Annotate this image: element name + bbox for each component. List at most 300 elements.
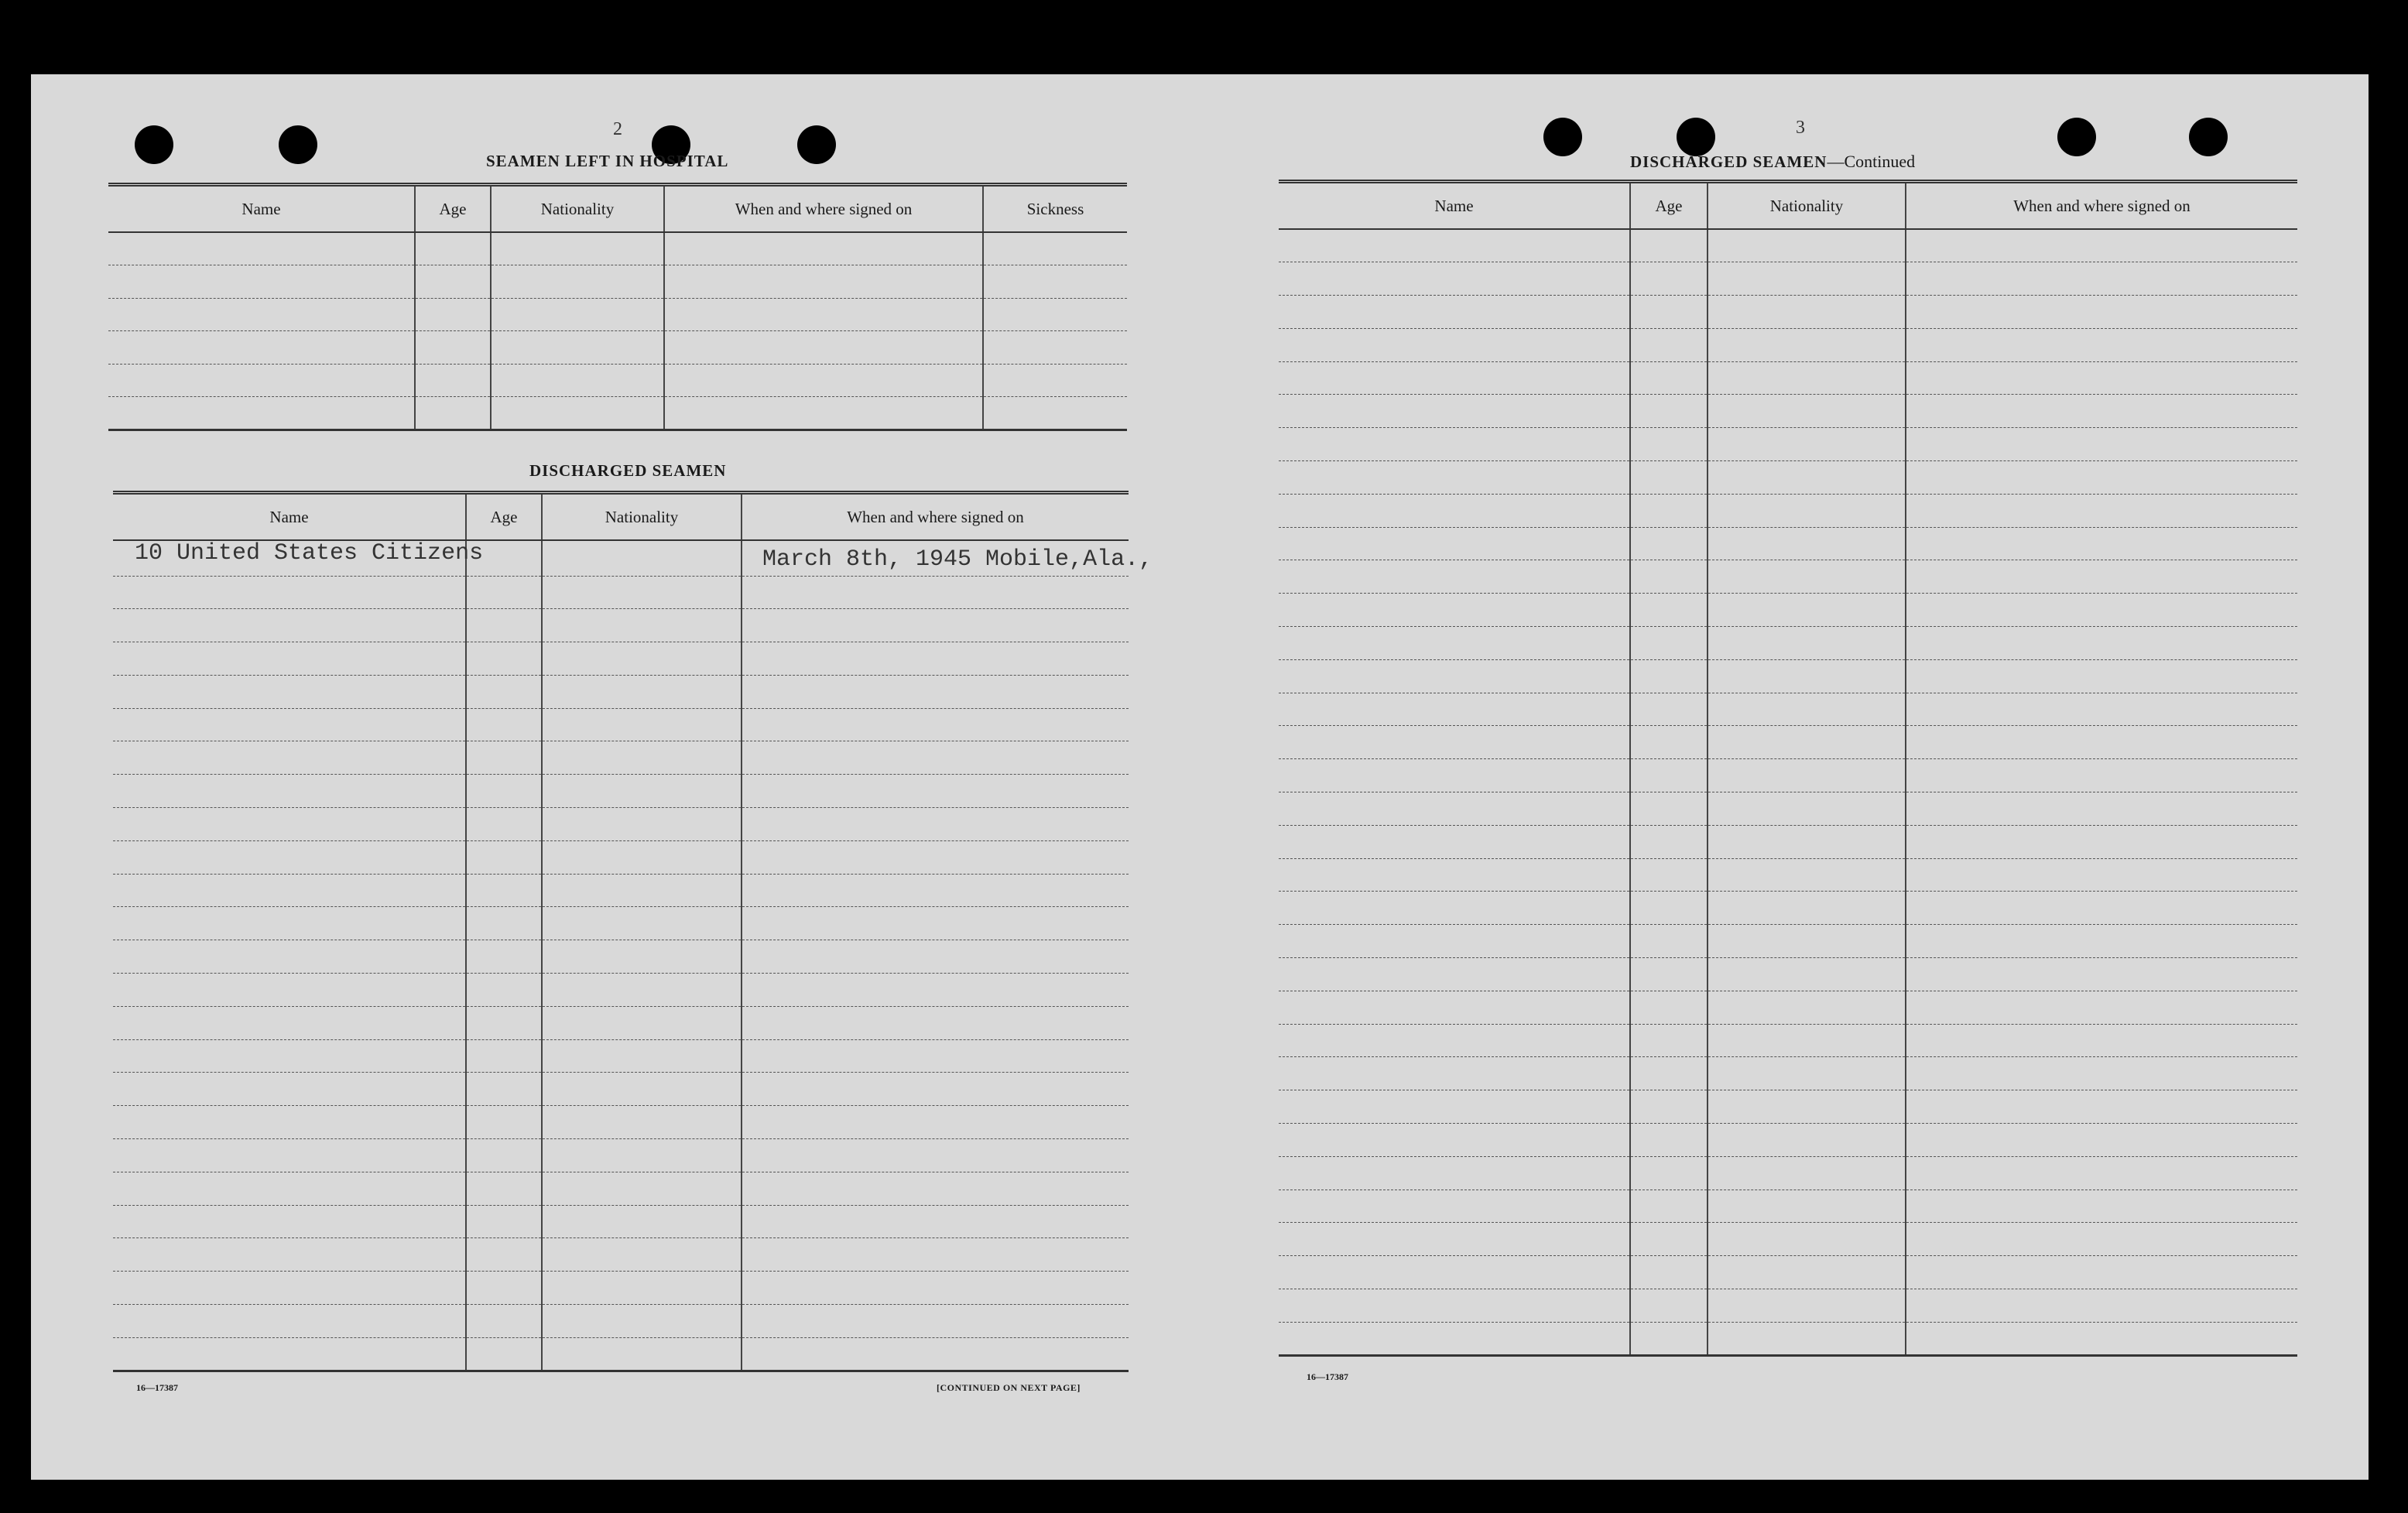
- table-cell: [1279, 1090, 1630, 1124]
- table-cell: [1708, 925, 1906, 958]
- table-cell: [1279, 361, 1630, 395]
- column-header-age: Age: [1630, 182, 1708, 230]
- table-cell: [108, 397, 415, 430]
- hospital-rows: [108, 232, 1127, 430]
- table-cell: [113, 708, 466, 741]
- column-header-nationality: Nationality: [1708, 182, 1906, 230]
- table-cell: [1279, 560, 1630, 594]
- table-cell: [1708, 527, 1906, 560]
- table-cell: [1279, 1057, 1630, 1090]
- table-cell: [1279, 328, 1630, 361]
- table-row: [1279, 1057, 2297, 1090]
- table-cell: [466, 576, 542, 609]
- table-cell: [664, 265, 983, 299]
- table-cell: [113, 1205, 466, 1238]
- table-cell: [113, 1139, 466, 1172]
- table-cell: [1279, 1190, 1630, 1223]
- table-cell: [742, 708, 1129, 741]
- table-row: [1279, 461, 2297, 495]
- table-cell: [742, 907, 1129, 940]
- table-row: [1279, 1322, 2297, 1355]
- table-cell: [1708, 594, 1906, 627]
- table-cell: [1708, 1090, 1906, 1124]
- table-cell: [1906, 825, 2297, 858]
- punch-hole-icon: [135, 125, 173, 164]
- table-cell: [1906, 262, 2297, 296]
- table-row: [1279, 792, 2297, 826]
- table-cell: [1279, 395, 1630, 428]
- table-cell: [415, 331, 491, 365]
- table-row: [1279, 428, 2297, 461]
- table-cell: [664, 397, 983, 430]
- table-cell: [1279, 527, 1630, 560]
- table-cell: [542, 907, 742, 940]
- table-cell: [542, 642, 742, 676]
- table-cell: [742, 874, 1129, 907]
- table-cell: [1906, 1156, 2297, 1190]
- table-cell: [1279, 1223, 1630, 1256]
- table-cell: [1279, 1289, 1630, 1323]
- table-cell: [542, 840, 742, 874]
- table-cell: [1630, 892, 1708, 925]
- continued-note: [CONTINUED ON NEXT PAGE]: [937, 1382, 1081, 1393]
- table-cell: [466, 775, 542, 808]
- table-cell: [108, 265, 415, 299]
- table-cell: [466, 974, 542, 1007]
- table-cell: [466, 741, 542, 775]
- table-cell: [1708, 361, 1906, 395]
- table-cell: [1906, 428, 2297, 461]
- table-cell: [1279, 825, 1630, 858]
- table-cell: [1708, 262, 1906, 296]
- table-cell: [113, 1106, 466, 1139]
- table-row: [113, 775, 1129, 808]
- table-cell: [742, 642, 1129, 676]
- punch-hole-icon: [1543, 118, 1582, 156]
- table-cell: [415, 232, 491, 265]
- table-cell: [1279, 1156, 1630, 1190]
- table-cell: [108, 364, 415, 397]
- table-cell: [742, 940, 1129, 974]
- table-cell: [466, 1205, 542, 1238]
- table-cell: [1906, 1024, 2297, 1057]
- table-cell: [1630, 627, 1708, 660]
- table-row: [113, 1305, 1129, 1338]
- table-cell: [542, 609, 742, 642]
- table-cell: [113, 874, 466, 907]
- column-header-signed-on: When and where signed on: [664, 185, 983, 233]
- table-cell: [466, 1139, 542, 1172]
- table-cell: [1906, 328, 2297, 361]
- table-cell: [742, 1272, 1129, 1305]
- table-cell: [1708, 759, 1906, 792]
- table-cell: [742, 808, 1129, 841]
- table-row: [113, 741, 1129, 775]
- table-cell: [415, 364, 491, 397]
- table-row: [113, 1172, 1129, 1205]
- table-cell: [1630, 229, 1708, 262]
- table-row: [1279, 560, 2297, 594]
- table-row: [108, 364, 1127, 397]
- column-header-age: Age: [466, 493, 542, 541]
- form-number-right: 16—17387: [1307, 1371, 1348, 1382]
- table-row: [1279, 726, 2297, 759]
- column-header-nationality: Nationality: [491, 185, 664, 233]
- table-cell: [1630, 1256, 1708, 1289]
- continued-suffix: —Continued: [1827, 152, 1916, 171]
- table-row: [1279, 1289, 2297, 1323]
- table-cell: [113, 1172, 466, 1205]
- table-cell: [491, 265, 664, 299]
- table-row: [113, 675, 1129, 708]
- table-cell: [1906, 925, 2297, 958]
- table-cell: [1279, 296, 1630, 329]
- table-cell: [1708, 892, 1906, 925]
- table-cell: [542, 1205, 742, 1238]
- table-row: [108, 265, 1127, 299]
- table-row: [1279, 395, 2297, 428]
- table-cell: [1630, 1090, 1708, 1124]
- table-cell: [1708, 1024, 1906, 1057]
- table-cell: [113, 840, 466, 874]
- table-cell: [742, 1006, 1129, 1039]
- column-header-name: Name: [108, 185, 415, 233]
- table-row: [1279, 627, 2297, 660]
- table-cell: [542, 775, 742, 808]
- table-row: [113, 642, 1129, 676]
- table-cell: [542, 1006, 742, 1039]
- table-cell: [1708, 494, 1906, 527]
- table-cell: [1708, 693, 1906, 726]
- discharged-continued-title: [1630, 152, 1915, 172]
- punch-hole-icon: [1677, 118, 1715, 156]
- table-cell: [1630, 328, 1708, 361]
- table-cell: [1708, 1256, 1906, 1289]
- table-cell: [1708, 560, 1906, 594]
- column-header-age: Age: [415, 185, 491, 233]
- table-row: [1279, 262, 2297, 296]
- table-cell: [742, 974, 1129, 1007]
- table-row: [1279, 825, 2297, 858]
- table-row: [113, 540, 1129, 576]
- table-cell: [1906, 1124, 2297, 1157]
- table-row: [1279, 1223, 2297, 1256]
- table-row: [113, 1205, 1129, 1238]
- table-cell: [742, 1139, 1129, 1172]
- column-header-signed-on: When and where signed on: [1906, 182, 2297, 230]
- table-cell: [466, 940, 542, 974]
- table-cell: [1906, 361, 2297, 395]
- table-cell: [1708, 1190, 1906, 1223]
- table-cell: [542, 1073, 742, 1106]
- table-cell: [1906, 1190, 2297, 1223]
- table-cell: [542, 1337, 742, 1371]
- table-row: [1279, 1124, 2297, 1157]
- discharged-section-title: DISCHARGED SEAMEN: [529, 461, 727, 480]
- table-cell: [664, 232, 983, 265]
- table-cell: [113, 675, 466, 708]
- table-cell: [542, 874, 742, 907]
- table-cell: [1630, 1322, 1708, 1355]
- table-cell: [113, 741, 466, 775]
- table-cell: [742, 775, 1129, 808]
- table-cell: [542, 576, 742, 609]
- table-cell: [1630, 792, 1708, 826]
- table-cell: [1630, 693, 1708, 726]
- table-row: [1279, 693, 2297, 726]
- table-cell: [1906, 229, 2297, 262]
- table-cell: [1279, 1256, 1630, 1289]
- table-cell: [742, 576, 1129, 609]
- table-cell: [491, 397, 664, 430]
- table-cell: [1708, 1057, 1906, 1090]
- table-row: [108, 298, 1127, 331]
- table-cell: [1906, 858, 2297, 892]
- table-cell: [1906, 792, 2297, 826]
- column-header-nationality: Nationality: [542, 493, 742, 541]
- discharged-continued-rows: [1279, 229, 2297, 1355]
- table-cell: [1279, 693, 1630, 726]
- table-cell: [742, 1337, 1129, 1371]
- table-cell: [983, 298, 1127, 331]
- table-cell: [1708, 792, 1906, 826]
- table-cell: [113, 940, 466, 974]
- table-cell: [113, 1272, 466, 1305]
- table-cell: [542, 808, 742, 841]
- table-cell: [1630, 494, 1708, 527]
- table-cell: [1906, 560, 2297, 594]
- column-header-name: Name: [1279, 182, 1630, 230]
- discharged-rows: [113, 539, 1153, 1371]
- table-row: [108, 397, 1127, 430]
- table-row: [113, 808, 1129, 841]
- table-cell: [742, 1238, 1129, 1272]
- table-cell: [113, 1039, 466, 1073]
- table-cell: [1708, 858, 1906, 892]
- table-cell: [113, 1006, 466, 1039]
- table-cell: [1279, 925, 1630, 958]
- table-row: [113, 609, 1129, 642]
- table-cell: [113, 1073, 466, 1106]
- table-cell: [415, 298, 491, 331]
- table-cell: [542, 1139, 742, 1172]
- table-cell: [466, 609, 542, 642]
- table-cell: [983, 331, 1127, 365]
- column-header-sickness: Sickness: [983, 185, 1127, 233]
- table-cell: [1279, 1124, 1630, 1157]
- table-row: [113, 1039, 1129, 1073]
- table-cell: [1906, 1223, 2297, 1256]
- table-row: [113, 1238, 1129, 1272]
- discharged-continued-table: [1279, 180, 2297, 1357]
- table-cell: [1630, 594, 1708, 627]
- table-row: [113, 874, 1129, 907]
- table-cell: [466, 1172, 542, 1205]
- table-cell: [491, 232, 664, 265]
- table-cell: [1708, 659, 1906, 693]
- table-cell: [1708, 958, 1906, 991]
- table-cell: [1906, 693, 2297, 726]
- table-cell: [113, 609, 466, 642]
- table-cell: [1630, 1156, 1708, 1190]
- typed-signed-on-entry: March 8th, 1945 Mobile,Ala.,: [762, 546, 1153, 573]
- table-cell: [742, 741, 1129, 775]
- table-cell: [742, 1039, 1129, 1073]
- table-cell: [1708, 627, 1906, 660]
- table-cell: [1279, 494, 1630, 527]
- table-cell: [1279, 726, 1630, 759]
- table-cell: [1708, 1124, 1906, 1157]
- table-row: [1279, 991, 2297, 1024]
- table-row: [113, 974, 1129, 1007]
- table-cell: [542, 708, 742, 741]
- table-row: [113, 1337, 1129, 1371]
- table-cell: [113, 974, 466, 1007]
- table-cell: [113, 576, 466, 609]
- table-cell: [983, 265, 1127, 299]
- table-cell: [542, 1305, 742, 1338]
- table-cell: [466, 1272, 542, 1305]
- table-cell: [1630, 659, 1708, 693]
- table-cell: [1906, 958, 2297, 991]
- table-cell: [1708, 1156, 1906, 1190]
- table-cell: [742, 1305, 1129, 1338]
- table-row: [113, 840, 1129, 874]
- table-cell: [466, 708, 542, 741]
- table-cell: [491, 364, 664, 397]
- typed-name-entry: 10 United States Citizens: [135, 539, 484, 567]
- table-cell: [1708, 825, 1906, 858]
- table-cell: [1708, 461, 1906, 495]
- punch-hole-icon: [279, 125, 317, 164]
- table-cell: [542, 1272, 742, 1305]
- table-cell: [742, 1205, 1129, 1238]
- table-cell: [1906, 527, 2297, 560]
- punch-hole-icon: [2189, 118, 2228, 156]
- table-row: [1279, 892, 2297, 925]
- table-row: [113, 1073, 1129, 1106]
- table-cell: [1630, 395, 1708, 428]
- table-cell: [466, 1073, 542, 1106]
- table-cell: [113, 808, 466, 841]
- hospital-section-title: SEAMEN LEFT IN HOSPITAL: [486, 152, 729, 170]
- hospital-table: [108, 183, 1127, 431]
- table-cell: [664, 298, 983, 331]
- table-cell: [108, 232, 415, 265]
- table-cell: [108, 298, 415, 331]
- table-row: [113, 1106, 1129, 1139]
- table-row: [113, 576, 1129, 609]
- table-cell: [1906, 991, 2297, 1024]
- table-cell: [113, 642, 466, 676]
- table-cell: [1630, 262, 1708, 296]
- table-cell: [1279, 792, 1630, 826]
- table-cell: [1630, 726, 1708, 759]
- column-header-signed-on: When and where signed on: [742, 493, 1129, 541]
- table-cell: [466, 1337, 542, 1371]
- punch-hole-icon: [797, 125, 836, 164]
- table-cell: [1708, 395, 1906, 428]
- table-cell: [1279, 892, 1630, 925]
- table-cell: [1630, 461, 1708, 495]
- table-cell: [1906, 1256, 2297, 1289]
- table-cell: [542, 1238, 742, 1272]
- table-cell: [742, 675, 1129, 708]
- table-row: [113, 708, 1129, 741]
- table-row: [1279, 659, 2297, 693]
- table-cell: [1630, 1289, 1708, 1323]
- table-row: [1279, 1024, 2297, 1057]
- table-cell: [466, 1106, 542, 1139]
- table-cell: [466, 1238, 542, 1272]
- table-cell: [1630, 991, 1708, 1024]
- table-cell: [1906, 892, 2297, 925]
- table-cell: [1906, 594, 2297, 627]
- table-cell: [1906, 627, 2297, 660]
- table-cell: [466, 874, 542, 907]
- table-row: [1279, 925, 2297, 958]
- table-cell: [466, 808, 542, 841]
- table-cell: [1630, 1057, 1708, 1090]
- table-cell: [542, 741, 742, 775]
- table-cell: [1279, 1024, 1630, 1057]
- table-row: [1279, 594, 2297, 627]
- table-cell: [113, 1305, 466, 1338]
- table-cell: [113, 907, 466, 940]
- table-row: [113, 1272, 1129, 1305]
- table-row: [113, 940, 1129, 974]
- table-cell: [742, 1172, 1129, 1205]
- table-cell: [1630, 1124, 1708, 1157]
- table-cell: [415, 265, 491, 299]
- table-cell: [1906, 1322, 2297, 1355]
- punch-hole-icon: [2057, 118, 2096, 156]
- table-cell: [1906, 494, 2297, 527]
- table-cell: [466, 1305, 542, 1338]
- table-cell: [1708, 1322, 1906, 1355]
- table-cell: [1630, 560, 1708, 594]
- table-row: [108, 331, 1127, 365]
- table-cell: [1708, 229, 1906, 262]
- table-cell: [1279, 428, 1630, 461]
- table-cell: [1906, 296, 2297, 329]
- table-cell: [1630, 361, 1708, 395]
- table-cell: [1630, 1024, 1708, 1057]
- table-cell: [742, 1073, 1129, 1106]
- table-cell: [742, 840, 1129, 874]
- table-cell: [542, 1172, 742, 1205]
- table-cell: [113, 1238, 466, 1272]
- table-row: [113, 1006, 1129, 1039]
- table-row: [1279, 1156, 2297, 1190]
- table-cell: [1708, 328, 1906, 361]
- discharged-continued-title-text: DISCHARGED SEAMEN: [1630, 152, 1827, 171]
- table-cell: [1906, 726, 2297, 759]
- table-cell: [1279, 659, 1630, 693]
- table-cell: [664, 331, 983, 365]
- table-cell: [1630, 858, 1708, 892]
- table-cell: [466, 642, 542, 676]
- table-cell: [1708, 1289, 1906, 1323]
- table-cell: [1630, 296, 1708, 329]
- table-row: [108, 232, 1127, 265]
- table-cell: [983, 232, 1127, 265]
- table-row: [1279, 494, 2297, 527]
- table-cell: [466, 1006, 542, 1039]
- table-row: [1279, 328, 2297, 361]
- table-cell: [1279, 262, 1630, 296]
- table-cell: [983, 364, 1127, 397]
